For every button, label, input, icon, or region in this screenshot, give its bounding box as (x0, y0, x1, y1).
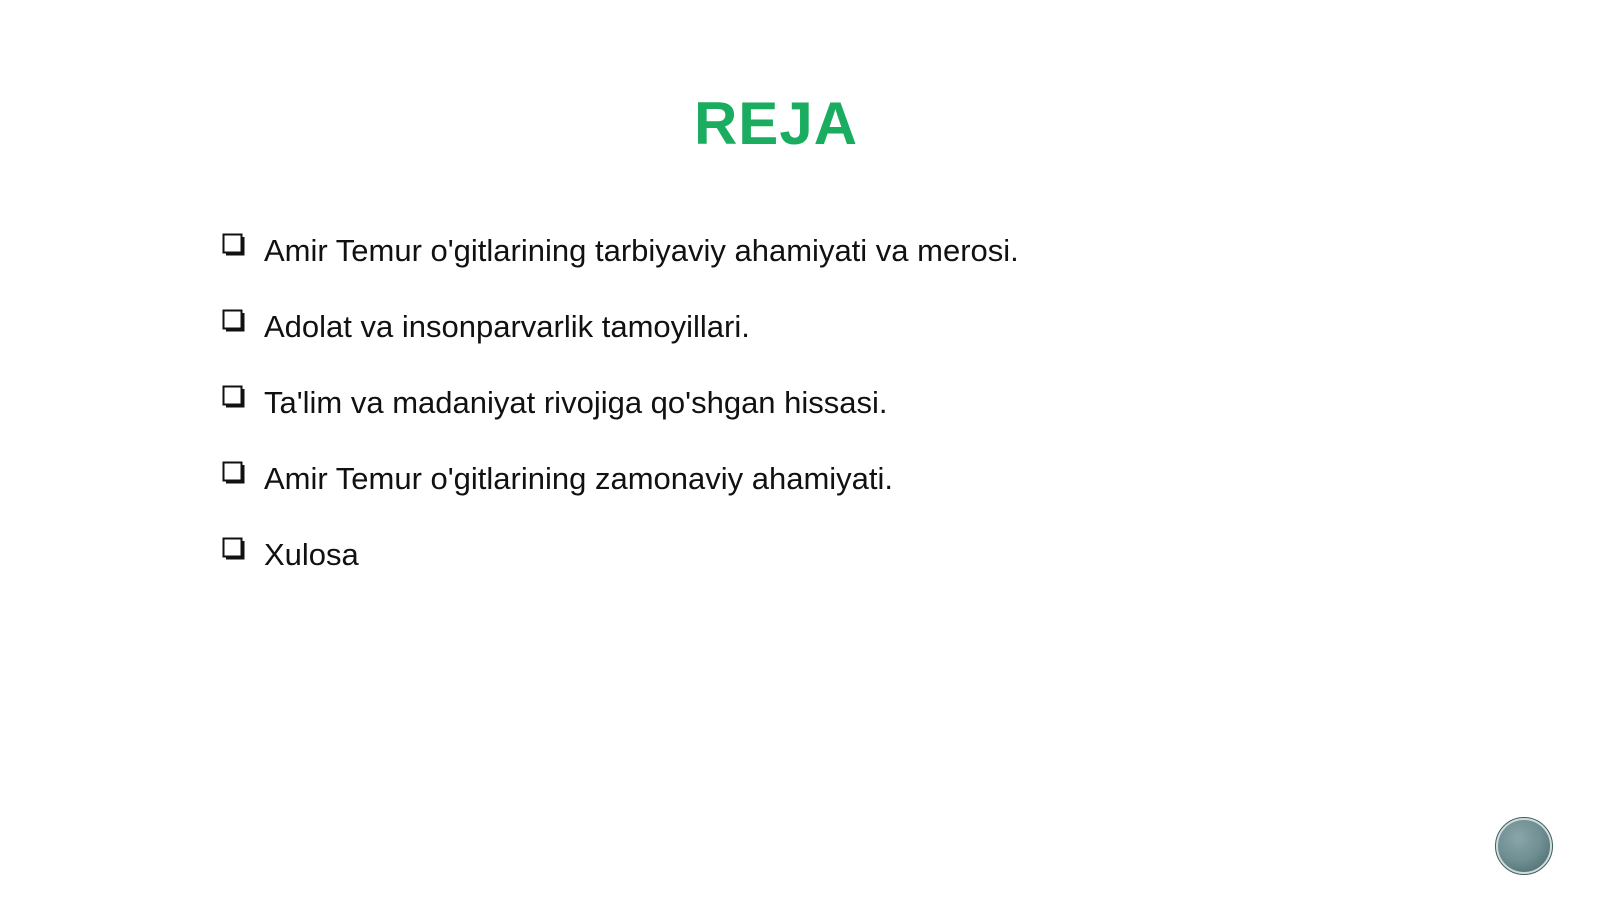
list-item-label: Xulosa (264, 537, 359, 572)
list-item (222, 382, 1019, 458)
list-item (222, 458, 1019, 534)
checkbox-icon (222, 385, 246, 411)
list-item-label: Amir Temur o'gitlarining zamonaviy ahamiyati. (264, 461, 894, 496)
list-item (222, 534, 1019, 610)
list-item-label: Amir Temur o'gitlarining tarbiyaviy ahamiyati va merosi. (264, 233, 1019, 268)
list-item-label: Ta'lim va madaniyat rivojiga qo'shgan hissasi. (264, 385, 888, 420)
checkbox-icon (222, 461, 246, 487)
slide-title: REJA (693, 90, 859, 157)
checkbox-icon (222, 537, 246, 563)
circle-nav-button[interactable] (1495, 817, 1553, 875)
list-item (222, 306, 1019, 382)
checkbox-icon (222, 233, 246, 259)
checkbox-icon (222, 309, 246, 335)
list-item-label: Adolat va insonparvarlik tamoyillari. (264, 309, 750, 344)
list-item (222, 230, 1019, 306)
agenda-list (222, 230, 1019, 610)
